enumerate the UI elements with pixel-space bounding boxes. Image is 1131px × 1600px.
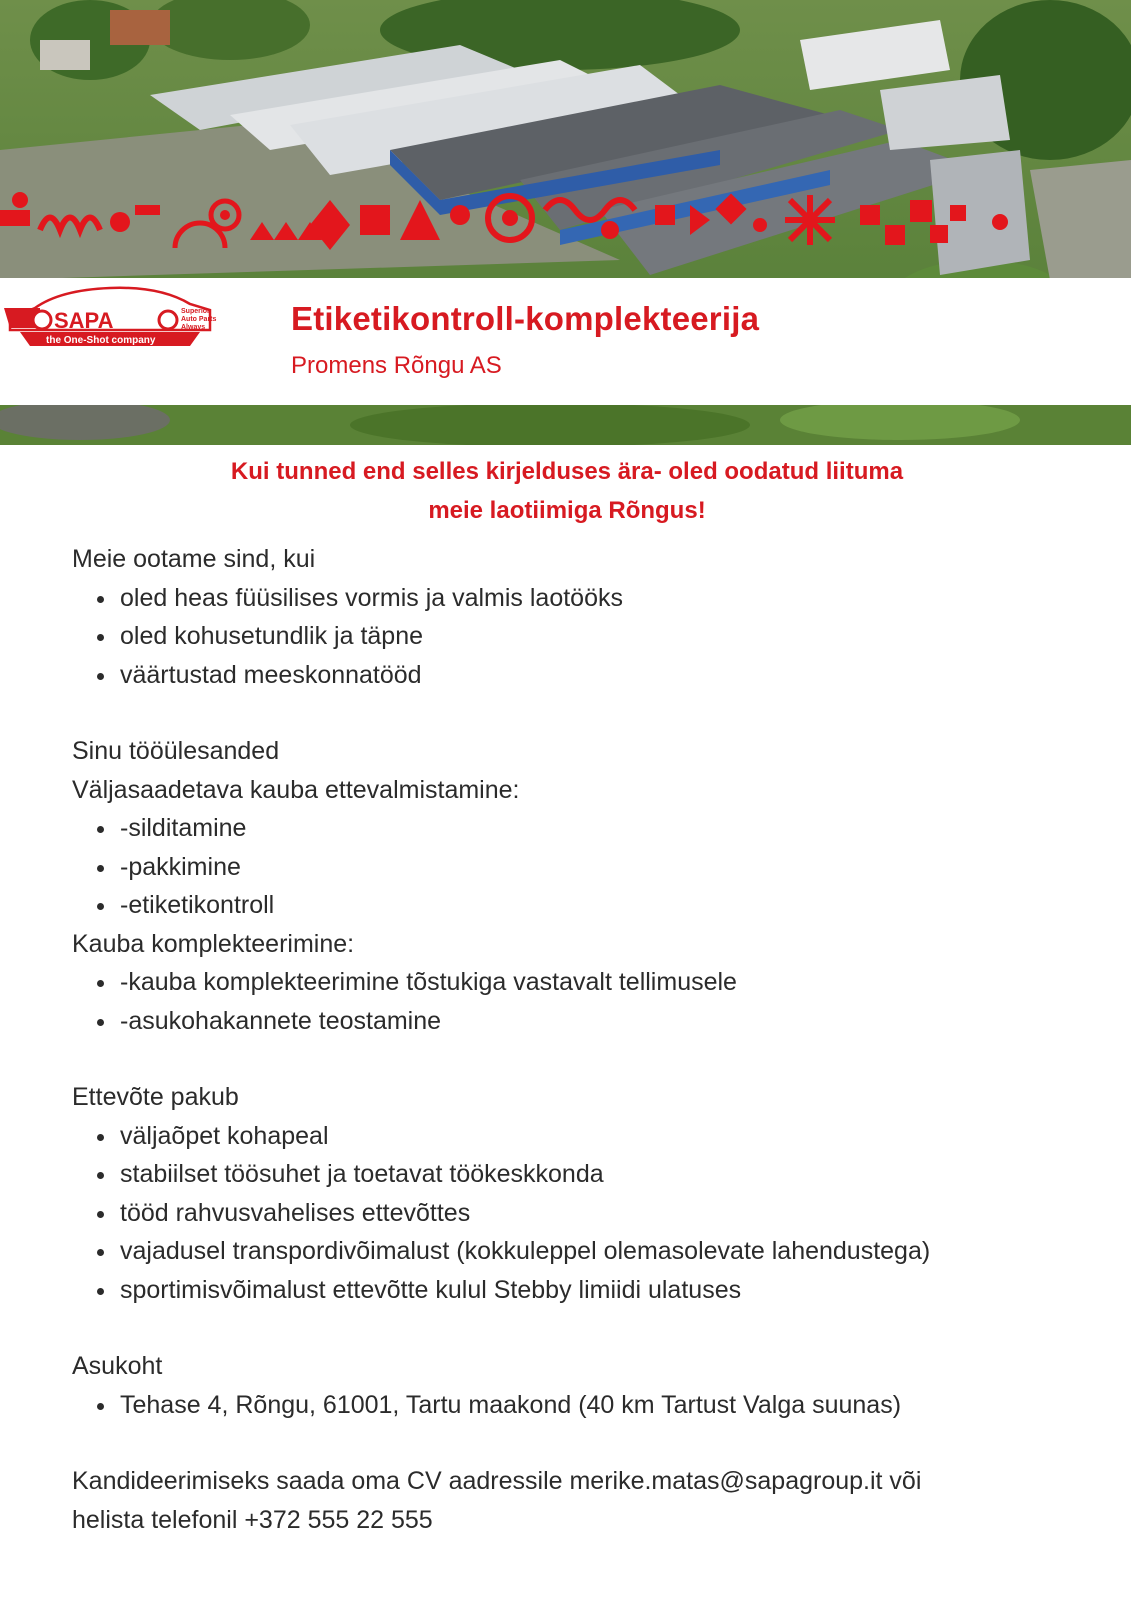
list-item: -asukohakannete teostamine [120,1002,1062,1041]
headline [72,452,1062,530]
list-item: stabiilset töösuhet ja toetavat töökeskkonda [120,1155,1062,1194]
job-description [72,452,1062,1539]
location-title: Asukoht [72,1352,163,1380]
sapa-logo [0,278,222,350]
contact-line-1: Kandideerimiseks saada oma CV aadressile merike.matas@sapagroup.it või [72,1467,922,1495]
company-name: Promens Rõngu AS [291,352,502,379]
list-item: tööd rahvusvahelises ettevõttes [120,1194,1062,1233]
hero-image [0,0,1131,445]
tasks-group1-title: Väljasaadetava kauba ettevalmistamine: [72,775,520,804]
headline-line-1: Kui tunned end selles kirjelduses ära- oled oodatud liituma [230,458,904,485]
logo-tagline-1: Superior [181,308,210,315]
list-item: sportimisvõimalust ettevõtte kulul Stebby limiidi ulatuses [120,1271,1062,1310]
requirements-title: Meie ootame sind, kui [72,545,316,573]
logo-tagline-2: Auto Parts [181,316,217,323]
logo-slogan: the One-Shot company [46,335,156,346]
list-item: -kauba komplekteerimine tõstukiga vastavalt tellimusele [120,963,1062,1002]
requirements-list [72,579,1062,695]
list-item: Tehase 4, Rõngu, 61001, Tartu maakond (40 km Tartust Valga suunas) [120,1386,1062,1425]
list-item: oled heas füüsilises vormis ja valmis laotööks [120,579,1062,618]
list-item: -silditamine [120,809,1062,848]
job-title: Etiketikontroll-komplekteerija [291,300,760,337]
tasks-title: Sinu tööülesanded [72,737,280,765]
list-item: -pakkimine [120,848,1062,887]
list-item: -etiketikontroll [120,886,1062,925]
tasks-group2-list [72,963,1062,1040]
list-item: väärtustad meeskonnatööd [120,656,1062,695]
headline-line-2: meie laotiimiga Rõngus! [428,497,706,524]
list-item: oled kohusetundlik ja täpne [120,617,1062,656]
contact-info [72,1462,1062,1539]
logo-brand: SAPA [54,308,114,333]
offer-list [72,1117,1062,1310]
list-item: vajadusel transpordivõimalust (kokkuleppel olemasolevate lahendustega) [120,1232,1062,1271]
title-banner [0,278,1131,405]
logo-tagline-3: Always [181,324,206,331]
contact-line-2: helista telefonil +372 555 22 555 [72,1505,433,1534]
list-item: väljaõpet kohapeal [120,1117,1062,1156]
tasks-group2-title: Kauba komplekteerimine: [72,929,355,958]
tasks-group1-list [72,809,1062,925]
location-list [72,1386,1062,1425]
offer-title: Ettevõte pakub [72,1083,239,1111]
